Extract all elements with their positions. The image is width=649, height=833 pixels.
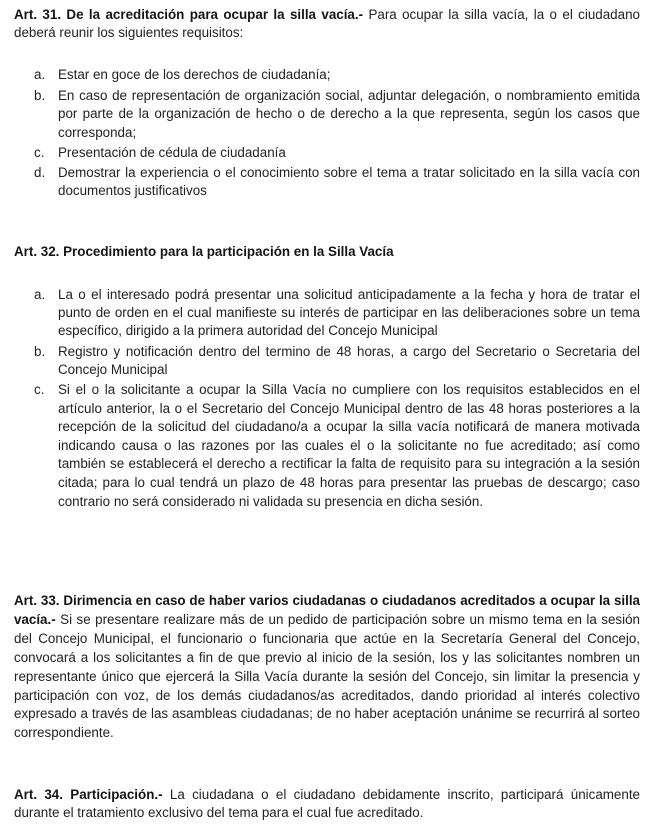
list-marker: d.	[34, 165, 46, 181]
list-item-text: Estar en goce de los derechos de ciudadanía;	[58, 67, 331, 82]
list-item	[34, 87, 640, 142]
article-32-heading: Art. 32. Procedimiento para la participación en la Silla Vacía	[14, 244, 394, 259]
list-marker: c.	[34, 382, 45, 398]
list-item	[34, 144, 640, 162]
article-31-intro: Para ocupar la silla vacía, la o el ciudadano deberá reunir los siguientes requisitos:	[14, 7, 640, 41]
article-34-heading: Art. 34. Participación.-	[14, 787, 163, 802]
article-31	[14, 6, 640, 42]
article-33-heading: Art. 33. Dirimencia en caso de haber varios ciudadanas o ciudadanos acreditados a ocupar la silla vacía.-	[14, 593, 640, 627]
article-33	[14, 592, 640, 743]
list-item-text: La o el interesado podrá presentar una solicitud anticipadamente a la fecha y hora de tratar el punto de orden en el cual manifieste su interés de participar en las deliberaciones sobre un tema específico, dirigido a la primera autoridad del Concejo Municipal	[58, 287, 640, 339]
list-marker: b.	[34, 343, 46, 359]
list-item-text: Demostrar la experiencia o el conocimiento sobre el tema a tratar solicitado en la silla vacía con documentos justificativos	[58, 165, 640, 199]
list-marker: a.	[34, 67, 46, 82]
article-33-body: Si se presentare realizare más de un pedido de participación sobre un mismo tema en la sesión del Concejo Municipal, el funcionario o funcionaria que actúe en la Secretaría General del Concejo, convocará a los solicitantes a fin de que previo al inicio de la sesión, los y las solicitantes nombren un representante único que ejercerá la Silla Vacía durante la sesión del Concejo, sin limitar la presencia y participación con voz, de los demás ciudadanos/as acreditados, dando prioridad al interés colectivo expresado a través de las asambleas ciudadanas; de no haber aceptación unánime se recurrirá al sorteo correspondiente.	[14, 611, 640, 741]
list-item	[34, 164, 640, 200]
article-31-heading: Art. 31. De la acreditación para ocupar la silla vacía.-	[14, 7, 364, 22]
list-item-text: Presentación de cédula de ciudadanía	[58, 144, 286, 160]
list-item	[34, 343, 640, 379]
article-31-requirements-list	[34, 66, 640, 200]
list-item-text: Si el o la solicitante a ocupar la Silla Vacía no cumpliere con los requisitos establecidos en el artículo anterior, la o el Secretario del Concejo Municipal dentro de las 48 horas posteriores a la recepción de la solicitud del ciudadano/a a ocupar la silla vacía notificará de manera motivada indicando causa o las razones por las cuales el o la solicitante no fue acreditado; así como también se establecerá el derecho a rectificar la falta de requisito para su integración a la sesión citada; para lo cual tendrá un plazo de 48 horas para presentar las pruebas de descargo; caso contrario no será considerado ni validada su presencia en dicha sesión.	[58, 382, 640, 509]
list-item	[34, 286, 640, 341]
list-marker: c.	[34, 144, 45, 160]
article-34	[14, 786, 640, 822]
list-item	[34, 66, 640, 84]
article-34-body: La ciudadana o el ciudadano debidamente inscrito, participará únicamente durante el tratamiento exclusivo del tema para el cual fue acreditado.	[14, 787, 640, 821]
list-item-text: En caso de representación de organización social, adjuntar delegación, o nombramiento emitida por parte de la organización de hecho o de derecho a la que representa, según los casos que corresponda;	[58, 88, 640, 140]
article-32-procedure-list	[34, 286, 640, 511]
list-item	[34, 381, 640, 511]
list-marker: b.	[34, 88, 46, 104]
list-item-text: Registro y notificación dentro del termino de 48 horas, a cargo del Secretario o Secretaria del Concejo Municipal	[58, 343, 640, 377]
list-marker: a.	[34, 287, 46, 302]
